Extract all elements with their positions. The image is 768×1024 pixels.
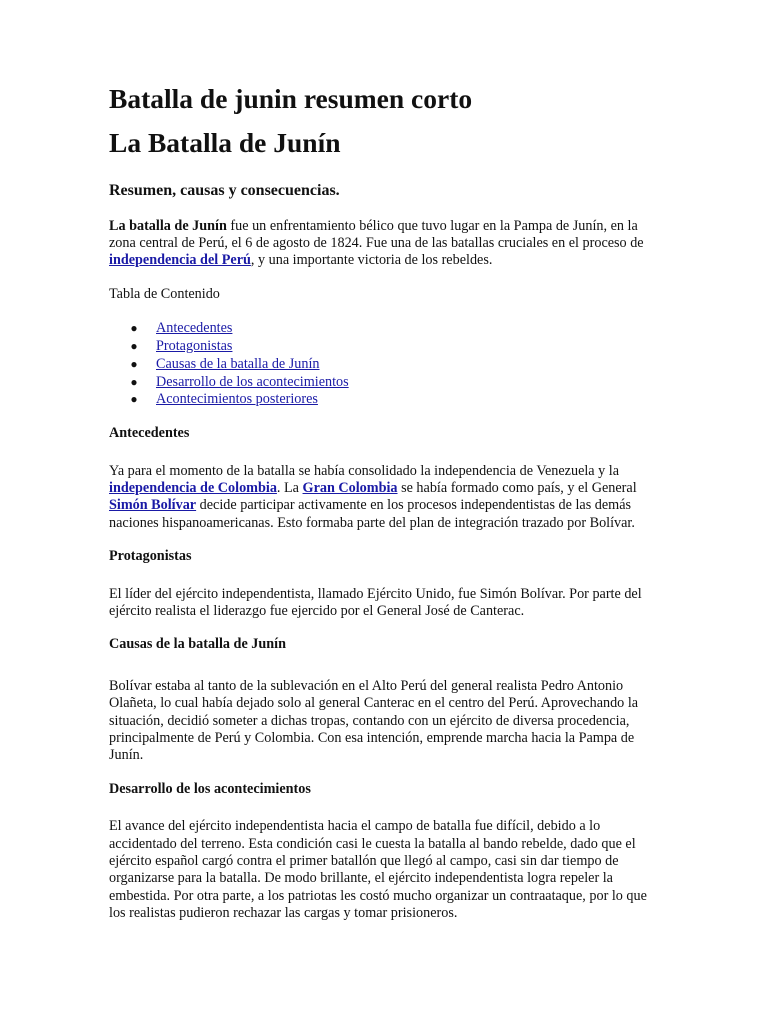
heading-desarrollo: Desarrollo de los acontecimientos	[109, 780, 311, 797]
article-subtitle: Resumen, causas y consecuencias.	[109, 181, 340, 199]
toc-link-posteriores[interactable]: Acontecimientos posteriores	[156, 391, 318, 408]
bullet-icon: ●	[130, 392, 138, 407]
antecedentes-paragraph	[109, 463, 661, 533]
intro-text-2: , y una importante victoria de los rebeldes.	[250, 252, 493, 269]
heading-antecedentes: Antecedentes	[109, 425, 190, 442]
toc-link-antecedentes[interactable]: Antecedentes	[156, 320, 233, 337]
intro-bold: La batalla de Junín	[109, 217, 227, 234]
document-content	[109, 82, 661, 939]
intro-paragraph	[109, 218, 661, 270]
toc-link-desarrollo[interactable]: Desarrollo de los acontecimientos	[156, 373, 349, 390]
desarrollo-paragraph: El avance del ejército independentista hacia el campo de batalla fue difícil, debido a lo accidentado del terreno. Esta condición casi le cuesta la batalla al bando rebelde, dado que el ejército español cargó contra el primer batallón que llegó al campo, casi sin dar tiempo de organizarse para la batalla. De modo brillante, el ejército independentista logra repeler la embestida. Por otra parte, a los patriotas les costó mucho organizar un contraataque, por lo que los realistas pudieron rechazar las cargas y tomar prisioneros.	[109, 818, 647, 922]
link-gran-colombia[interactable]: Gran Colombia	[302, 479, 398, 496]
table-of-contents	[109, 320, 661, 409]
toc-link-protagonistas[interactable]: Protagonistas	[156, 337, 233, 354]
bullet-icon: ●	[130, 374, 138, 389]
protagonistas-paragraph: El líder del ejército independentista, llamado Ejército Unido, fue Simón Bolívar. Por parte del ejército realista el liderazgo fue ejercido por el General José de Canterac.	[109, 585, 642, 619]
link-independencia-peru[interactable]: independencia del Perú	[109, 252, 251, 269]
antecedentes-text-4: decide participar activamente en los procesos independentistas de las demás naciones hispanoamericanas. Esto formaba parte del plan de integración trazado por Bolívar.	[109, 497, 635, 531]
antecedentes-text-3: se había formado como país, y el General	[397, 479, 637, 496]
toc-heading: Tabla de Contenido	[109, 285, 220, 302]
bullet-icon: ●	[130, 321, 138, 336]
link-independencia-colombia[interactable]: independencia de Colombia	[109, 479, 277, 496]
article-title: La Batalla de Junín	[109, 127, 341, 159]
toc-link-causas[interactable]: Causas de la batalla de Junín	[156, 355, 320, 372]
toc-item-causas	[129, 356, 661, 374]
causas-paragraph: Bolívar estaba al tanto de la sublevación en el Alto Perú del general realista Pedro Antonio Olañeta, lo cual había dejado solo al general Canterac en el centro del Perú. Aprovechando la situación, decidió someter a dichas tropas, contando con un ejército de diversa procedencia, principalmente de Perú y Colombia. Con esa intención, emprende marcha hacia la Pampa de Junín.	[109, 677, 639, 764]
intro-text-1: fue un enfrentamiento bélico que tuvo lugar en la Pampa de Junín, en la zona central de Perú, el 6 de agosto de 1824. Fue una de las batallas cruciales en el proceso de	[109, 217, 644, 251]
bullet-icon: ●	[130, 356, 138, 371]
page-title: Batalla de junin resumen corto	[109, 83, 473, 114]
bullet-icon: ●	[130, 338, 138, 353]
toc-item-posteriores	[129, 391, 661, 409]
heading-causas: Causas de la batalla de Junín	[109, 636, 286, 653]
antecedentes-text-2: . La	[276, 479, 303, 496]
toc-item-protagonistas	[129, 338, 661, 356]
toc-item-antecedentes	[129, 320, 661, 338]
toc-item-desarrollo	[129, 374, 661, 392]
link-simon-bolivar[interactable]: Simón Bolívar	[109, 497, 197, 514]
antecedentes-text-1: Ya para el momento de la batalla se había consolidado la independencia de Venezuela y la	[109, 462, 620, 479]
heading-protagonistas: Protagonistas	[109, 548, 192, 565]
